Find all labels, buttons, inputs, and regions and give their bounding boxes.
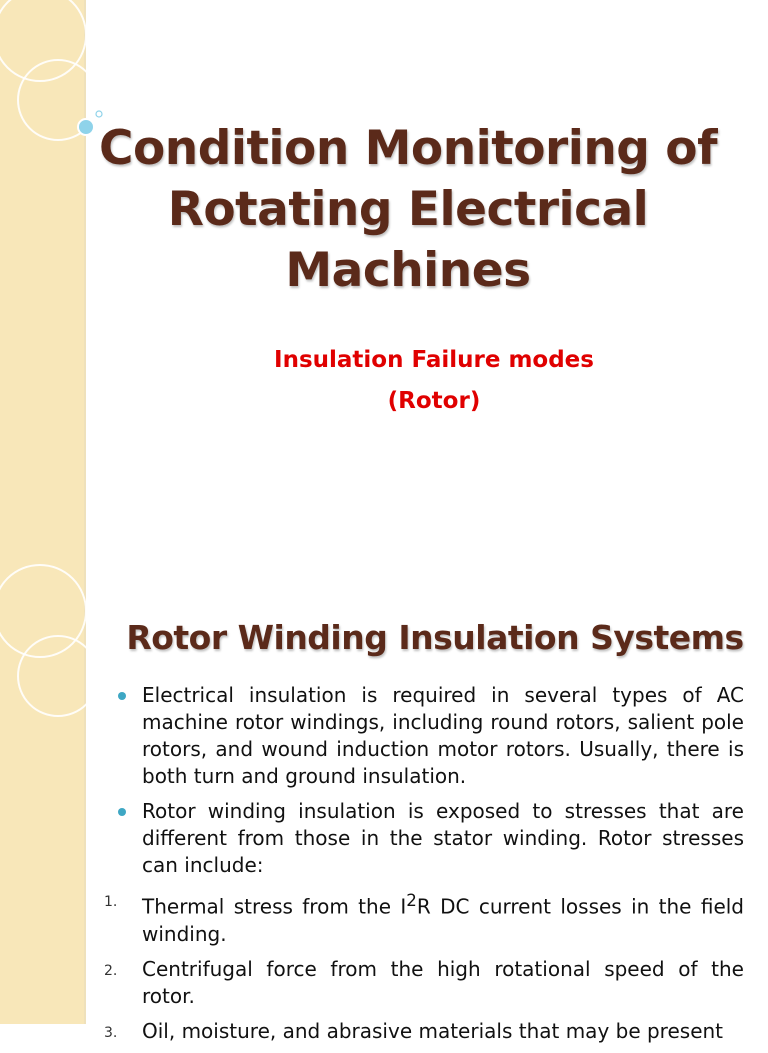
- content-list: [104, 682, 744, 1053]
- bullet-text: Rotor winding insulation is exposed to stresses that are different from those in the stator winding. Rotor stresses can include:: [142, 799, 744, 877]
- slide-title: Condition Monitoring of Rotating Electrical Machines: [98, 121, 718, 298]
- bullet-text: Electrical insulation is required in several types of AC machine rotor windings, including round rotors, salient pole rotors, and wound induction motor rotors. Usually, there is both turn and ground insulation.: [142, 683, 744, 788]
- slide-subtitle: [200, 340, 668, 422]
- item-number: 2.: [104, 962, 118, 979]
- item-text-start: Thermal stress from the I: [142, 894, 407, 919]
- bullet-item: [104, 798, 744, 879]
- numbered-item: [104, 956, 744, 1010]
- content-slide: [0, 576, 768, 1043]
- item-text: Centrifugal force from the high rotational speed of the rotor.: [142, 956, 744, 1008]
- subtitle-line: (Rotor): [387, 388, 481, 414]
- slide-title: Rotor Winding Insulation Systems: [126, 618, 744, 657]
- numbered-item: [104, 1018, 744, 1045]
- item-text: Oil, moisture, and abrasive materials that may be present: [142, 1018, 724, 1043]
- item-number: 3.: [104, 1024, 118, 1041]
- item-number: 1.: [104, 894, 118, 910]
- superscript: 2: [406, 891, 417, 910]
- decorative-circles: [0, 576, 120, 776]
- bullet-dot-icon: [118, 808, 126, 816]
- bullet-dot-icon: [118, 692, 126, 700]
- bullet-item: [104, 682, 744, 790]
- numbered-item: [104, 887, 744, 948]
- item-text-end: R DC current losses in the field winding.: [142, 894, 745, 946]
- subtitle-line: Insulation Failure modes: [274, 347, 594, 373]
